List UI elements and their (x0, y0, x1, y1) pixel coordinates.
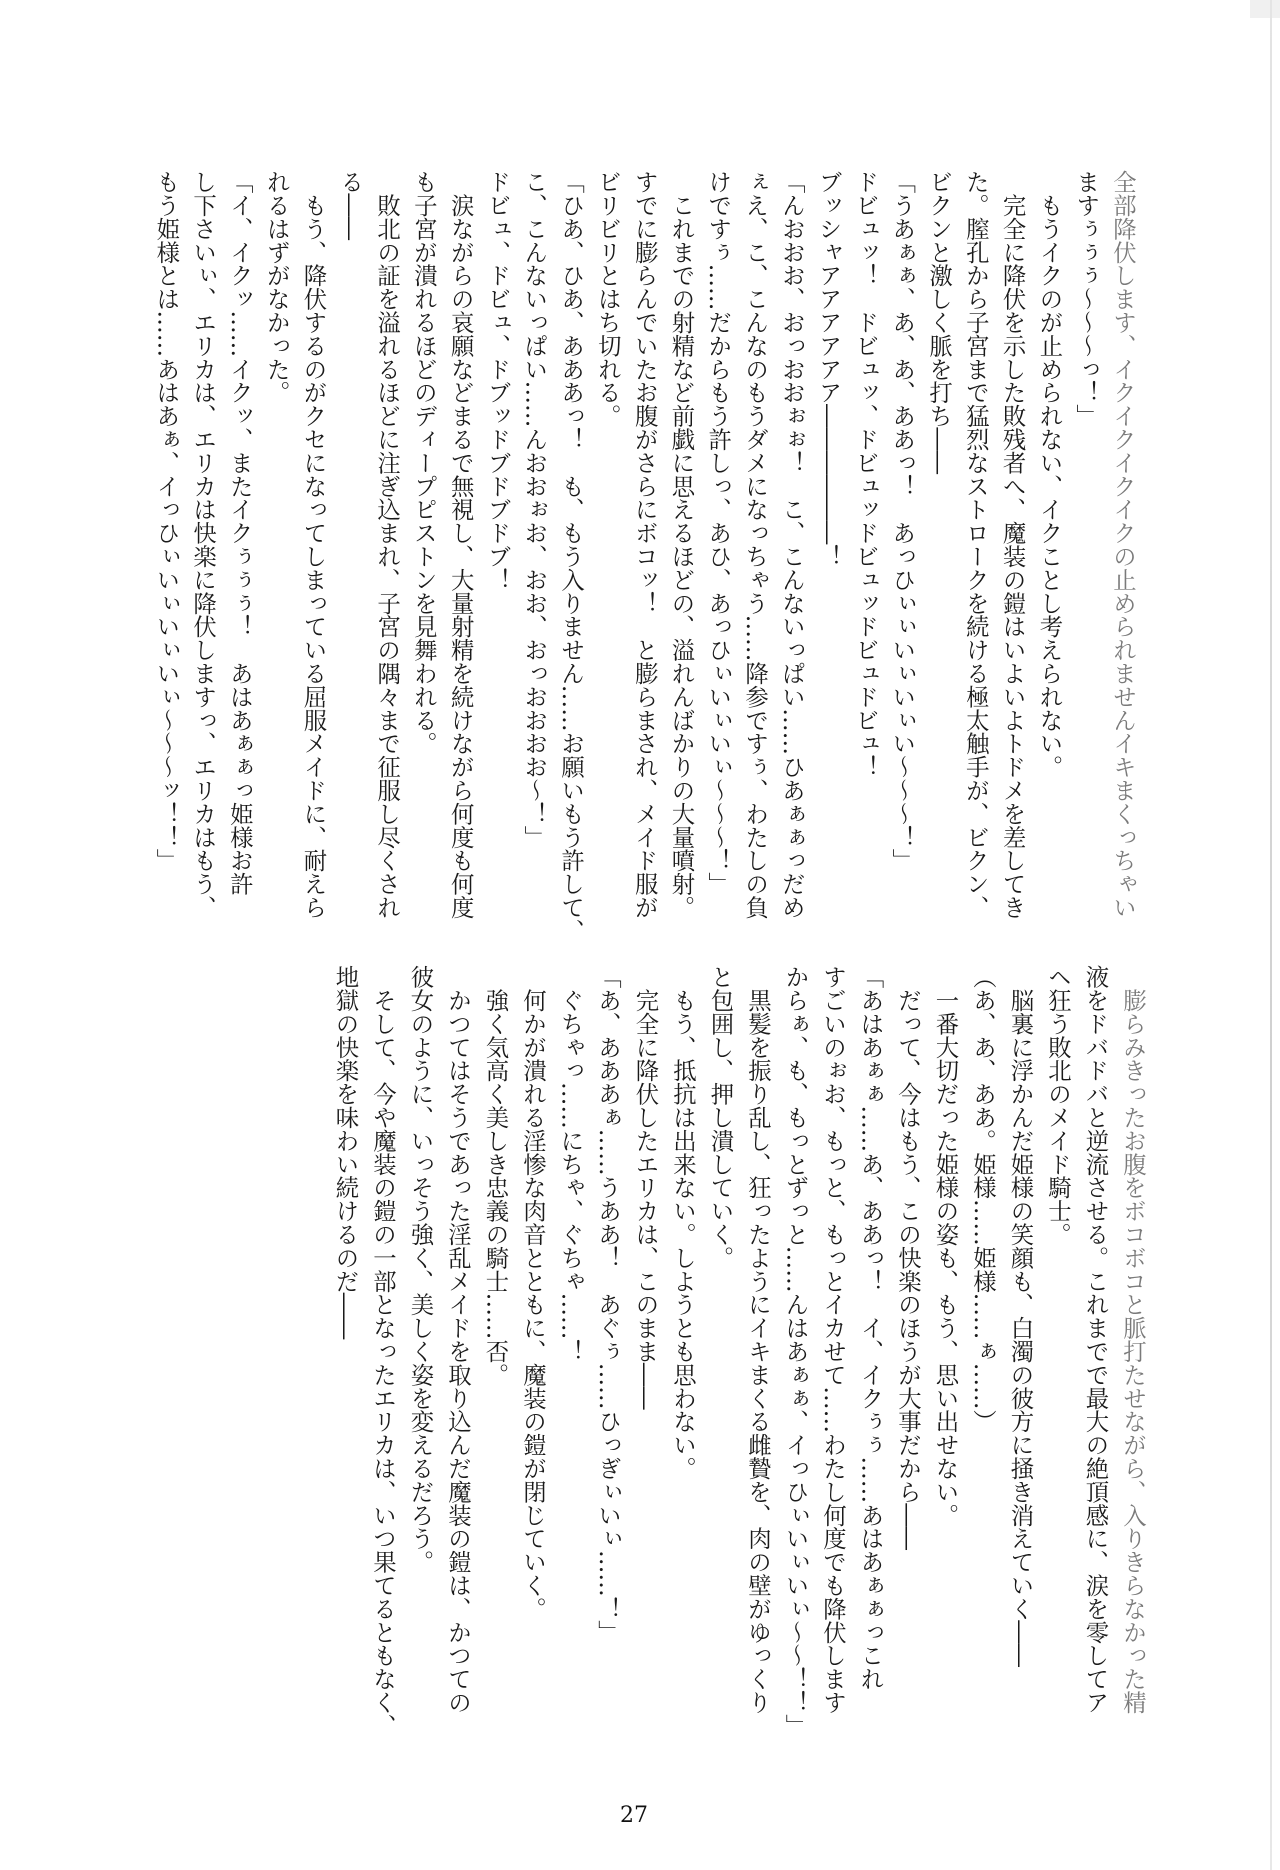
text-column: ヘ狂う敗北のメイド騎士。 (1044, 965, 1072, 1246)
text-column: ぐちゃっ……にちゃ、ぐちゃ……！ (556, 965, 585, 1363)
text-column: 「あはあぁぁ……あ、ああっ！ イ、イクぅぅ……あはあぁぁっこれ (856, 965, 885, 1691)
text-column: これまでの射精など前戯に思えるほどの、溢れんばかりの大量噴射。 (667, 170, 696, 919)
text-column: もう、抵抗は出来ない。しようとも思わない。 (669, 965, 697, 1480)
text-column: こ、こんないっぱい……んおおぉお、おお、おっおおおお～！」 (520, 170, 549, 849)
scan-corner-mark (1250, 0, 1280, 18)
text-column: もうイクのが止められない、イクことし考えられない。 (1035, 170, 1064, 779)
text-column: し下さいぃ、エリカは、エリカは快楽に降伏しますっ、エリカはもう、 (189, 170, 218, 919)
text-column: けですぅ……だからもう許しっ、あひ、あっひぃいぃいぃ～～～！」 (704, 170, 733, 896)
text-column: 膨らみきったお腹をボコボコと脈打たせながら、入りきらなかった精 (1119, 965, 1147, 1714)
text-column: と包囲し、押し潰していく。 (706, 965, 735, 1270)
text-column: 黒髪を振り乱し、狂ったようにイキまくる雌贄を、肉の壁がゆっくり (744, 965, 772, 1714)
text-column: だって、今はもう、この快楽のほうが大事だから―― (894, 965, 922, 1550)
text-column: そして、今や魔装の鎧の一部となったエリカは、いつ果てるともなく、 (369, 965, 397, 1738)
text-column: も子宮が潰れるほどのディープピストンを見舞われる。 (409, 170, 438, 755)
bottom-text-block (326, 965, 1151, 1738)
text-column: もう、降伏するのがクセになってしまっている屈服メイドに、耐えら (299, 170, 328, 919)
text-column: ビリビリとはち切れる。 (593, 170, 622, 428)
text-column: 脳裏に浮かんだ姫様の笑顔も、白濁の彼方に掻き消えていく―― (1006, 965, 1035, 1667)
text-column: 涙ながらの哀願などまるで無視し、大量射精を続けながら何度も何度 (446, 170, 475, 919)
text-column: ビクンと激しく脈を打ち―― (925, 170, 954, 475)
text-column: 「イ、イクッ……イクッ、またイクぅぅぅ！ あはあぁぁっ姫様お許 (225, 170, 254, 896)
text-column: すでに膨らんでいたお腹がさらにボコッ！ と膨らまされ、メイド服が (630, 170, 659, 919)
text-column: ぇえ、こ、こんなのもうダメになっちゃう……降参ですぅ、わたしの負 (741, 170, 770, 919)
text-column: 何かが潰れる淫惨な肉音とともに、魔装の鎧が閉じていく。 (519, 965, 547, 1621)
text-column: 「あ、あああぁ……うああ！ あぐぅ……ひっぎぃいぃ……！」 (594, 965, 622, 1644)
text-column: 完全に降伏を示した敗残者へ、魔装の鎧はいよいよトドメを差してき (998, 170, 1027, 919)
text-column: 一番大切だった姫様の姿も、もう、思い出せない。 (931, 965, 960, 1527)
text-column: 強く気高く美しき忠義の騎士……否。 (481, 965, 510, 1387)
text-column: ドビュッ！ ドビュッ、ドビュッドビュッドビュドビュ！ (851, 170, 880, 779)
top-text-block (147, 170, 1141, 943)
text-column: からぁ、も、もっとずっと……んはあぁぁ、イっひぃいぃいぃ～～！！」 (781, 965, 810, 1738)
text-column: ますぅぅぅ～～～っ！」 (1072, 170, 1101, 428)
text-column: もう姫様とは……あはあぁ、イっひぃいぃいぃいぃ～～～ッ！！」 (152, 170, 181, 872)
page-number: 27 (620, 1803, 648, 1828)
text-column: れるはずがなかった。 (262, 170, 291, 404)
text-column: かつてはそうであった淫乱メイドを取り込んだ魔装の鎧は、かつての (444, 965, 472, 1714)
text-column: る―― (336, 170, 365, 241)
scan-edge-line (1270, 0, 1272, 1870)
text-column: （あ、あ、ああ。姫様……姫様……ぁ……） (969, 965, 997, 1433)
text-column: すごいのぉお、もっと、もっとイカせて……わたし何度でも降伏します (819, 965, 847, 1714)
text-column: 彼女のように、いっそう強く、美しく姿を変えるだろう。 (406, 965, 435, 1574)
text-column: 地獄の快楽を味わい続けるのだ―― (331, 965, 360, 1340)
text-column: 「んおおお、おっおおぉぉ！ こ、こんないっぱい……ひあぁぁっだめ (777, 170, 806, 919)
text-column: ブッシャアアアアアア――――――！ (814, 170, 843, 568)
text-column: 液をドバドバと逆流させる。これまでで最大の絶頂感に、涙を零してア (1081, 965, 1110, 1714)
text-column: 「ひあ、ひあ、あああっ！ も、もう入りません……お願いもう許して、 (557, 170, 586, 943)
text-column: た。膣孔から子宮まで猛烈なストロークを続ける極太触手が、ビクン、 (961, 170, 990, 919)
text-column: 全部降伏します、イクイクイクイクの止められませんイキまくっちゃい (1109, 170, 1137, 919)
text-column: ドビュ、ドビュ、ドブッドブドブドブ！ (483, 170, 512, 592)
text-column: 「うあぁぁ、あ、あ、ああっ！ あっひぃぃいぃいぃい～～～！」 (888, 170, 917, 872)
text-column: 完全に降伏したエリカは、このまま―― (631, 965, 660, 1410)
text-column: 敗北の証を溢れるほどに注ぎ込まれ、子宮の隅々まで征服し尽くされ (373, 170, 402, 919)
